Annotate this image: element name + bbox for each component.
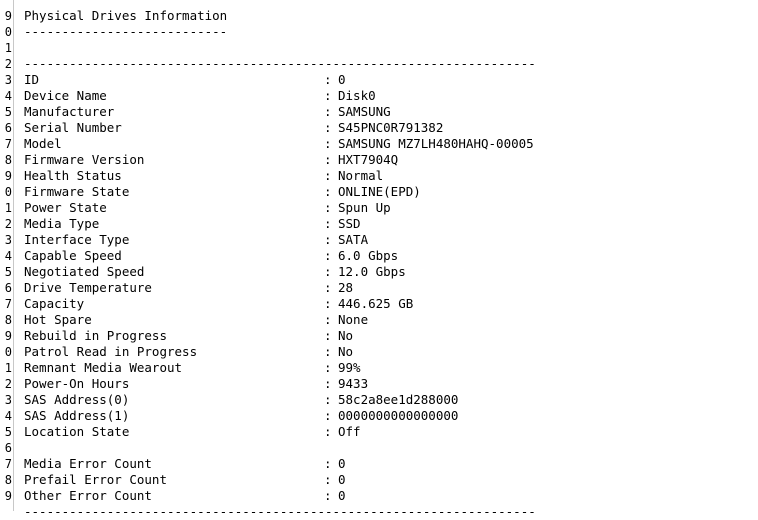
line-number-gutter (0, 0, 14, 511)
line-number: 9 (4, 9, 12, 23)
field-separator: : (324, 312, 332, 327)
line-number: 6 (4, 121, 12, 135)
field-separator: : (324, 136, 332, 151)
table-row (24, 392, 758, 408)
line-number: 2 (4, 57, 12, 71)
field-value: 99% (338, 360, 361, 375)
field-value: Disk0 (338, 88, 376, 103)
field-value: No (338, 328, 354, 343)
line-number: 3 (4, 73, 12, 87)
field-separator: : (324, 264, 332, 279)
table-row (24, 360, 758, 376)
field-value: 446.625 GB (338, 296, 414, 311)
line-number: 6 (4, 281, 12, 295)
field-value: SSD (338, 216, 361, 231)
field-label: Media Error Count (24, 456, 152, 471)
line-number: 8 (4, 313, 12, 327)
table-row (24, 200, 758, 216)
field-label: Rebuild in Progress (24, 328, 167, 343)
divider-top: -------------------------------------------------------------------- (24, 56, 536, 71)
field-value: 28 (338, 280, 354, 295)
table-row (24, 184, 758, 200)
field-value: SAMSUNG (338, 104, 391, 119)
line-number: 8 (4, 153, 12, 167)
field-separator: : (324, 376, 332, 391)
field-value: Spun Up (338, 200, 391, 215)
field-value: 9433 (338, 376, 369, 391)
field-separator: : (324, 392, 332, 407)
line-number: 1 (4, 201, 12, 215)
field-value: 0000000000000000 (338, 408, 459, 423)
field-separator: : (324, 296, 332, 311)
line-number: 5 (4, 425, 12, 439)
table-row (24, 408, 758, 424)
line-number: 1 (4, 41, 12, 55)
line-number: 5 (4, 105, 12, 119)
field-separator: : (324, 152, 332, 167)
line-number: 9 (4, 169, 12, 183)
field-label: Power-On Hours (24, 376, 130, 391)
field-value: Normal (338, 168, 384, 183)
table-row (24, 248, 758, 264)
table-row (24, 376, 758, 392)
table-row (24, 424, 758, 440)
line-number: 8 (4, 473, 12, 487)
blank-line (24, 440, 758, 456)
field-separator: : (324, 472, 332, 487)
report-title: Physical Drives Information (24, 8, 228, 23)
table-row (24, 456, 758, 472)
field-value: Off (338, 424, 361, 439)
field-label: Interface Type (24, 232, 130, 247)
field-separator: : (324, 200, 332, 215)
line-number: 5 (4, 265, 12, 279)
title-underline: --------------------------- (24, 24, 228, 39)
table-row (24, 88, 758, 104)
table-row (24, 488, 758, 504)
field-label: Firmware State (24, 184, 130, 199)
field-separator: : (324, 488, 332, 503)
line-number: 0 (4, 345, 12, 359)
field-label: Other Error Count (24, 488, 152, 503)
field-separator: : (324, 184, 332, 199)
table-row (24, 232, 758, 248)
table-row (24, 472, 758, 488)
field-separator: : (324, 328, 332, 343)
line-number: 7 (4, 137, 12, 151)
field-label: Manufacturer (24, 104, 115, 119)
table-row (24, 152, 758, 168)
line-number: 6 (4, 441, 12, 455)
line-number: 9 (4, 329, 12, 343)
field-separator: : (324, 408, 332, 423)
table-row (24, 72, 758, 88)
field-value: ONLINE(EPD) (338, 184, 421, 199)
field-separator: : (324, 216, 332, 231)
field-value: None (338, 312, 369, 327)
field-value: 0 (338, 472, 346, 487)
field-separator: : (324, 280, 332, 295)
line-number: 2 (4, 217, 12, 231)
table-row (24, 104, 758, 120)
field-separator: : (324, 456, 332, 471)
table-row (24, 344, 758, 360)
field-label: Power State (24, 200, 107, 215)
field-separator: : (324, 88, 332, 103)
field-label: Patrol Read in Progress (24, 344, 198, 359)
field-label: Remnant Media Wearout (24, 360, 183, 375)
table-row (24, 264, 758, 280)
field-label: Capable Speed (24, 248, 122, 263)
field-value: 0 (338, 456, 346, 471)
field-label: Negotiated Speed (24, 264, 145, 279)
field-value: SAMSUNG MZ7LH480HAHQ-00005 (338, 136, 534, 151)
report-content (14, 0, 758, 519)
field-label: Media Type (24, 216, 100, 231)
field-value: S45PNC0R791382 (338, 120, 444, 135)
field-value: SATA (338, 232, 369, 247)
field-separator: : (324, 344, 332, 359)
field-label: Serial Number (24, 120, 122, 135)
field-label: Device Name (24, 88, 107, 103)
field-label: ID (24, 72, 40, 87)
line-number: 9 (4, 489, 12, 503)
field-separator: : (324, 424, 332, 439)
field-value: 58c2a8ee1d288000 (338, 392, 459, 407)
line-number: 3 (4, 393, 12, 407)
line-number: 1 (4, 361, 12, 375)
table-row (24, 216, 758, 232)
table-row (24, 120, 758, 136)
field-label: Firmware Version (24, 152, 145, 167)
field-value: No (338, 344, 354, 359)
field-label: Health Status (24, 168, 122, 183)
field-value: 12.0 Gbps (338, 264, 406, 279)
field-label: Drive Temperature (24, 280, 152, 295)
field-value: 6.0 Gbps (338, 248, 399, 263)
field-value: 0 (338, 72, 346, 87)
line-number: 4 (4, 89, 12, 103)
table-row (24, 168, 758, 184)
line-number: 4 (4, 249, 12, 263)
field-label: Model (24, 136, 62, 151)
field-separator: : (324, 104, 332, 119)
field-separator: : (324, 168, 332, 183)
field-label: SAS Address(0) (24, 392, 130, 407)
table-row (24, 312, 758, 328)
field-separator: : (324, 248, 332, 263)
field-value: HXT7904Q (338, 152, 399, 167)
line-number: 2 (4, 377, 12, 391)
line-number: 0 (4, 185, 12, 199)
field-label: Location State (24, 424, 130, 439)
line-number: 4 (4, 409, 12, 423)
field-separator: : (324, 72, 332, 87)
table-row (24, 136, 758, 152)
field-label: Prefail Error Count (24, 472, 167, 487)
line-number: 7 (4, 297, 12, 311)
field-label: Capacity (24, 296, 85, 311)
divider-bottom: -------------------------------------------------------------------- (24, 504, 536, 519)
field-label: SAS Address(1) (24, 408, 130, 423)
field-label: Hot Spare (24, 312, 92, 327)
line-number: 0 (4, 25, 12, 39)
table-row (24, 280, 758, 296)
blank-line (24, 40, 758, 56)
line-number: 3 (4, 233, 12, 247)
field-separator: : (324, 120, 332, 135)
table-row (24, 296, 758, 312)
field-separator: : (324, 360, 332, 375)
line-number: 7 (4, 457, 12, 471)
field-value: 0 (338, 488, 346, 503)
table-row (24, 328, 758, 344)
field-separator: : (324, 232, 332, 247)
